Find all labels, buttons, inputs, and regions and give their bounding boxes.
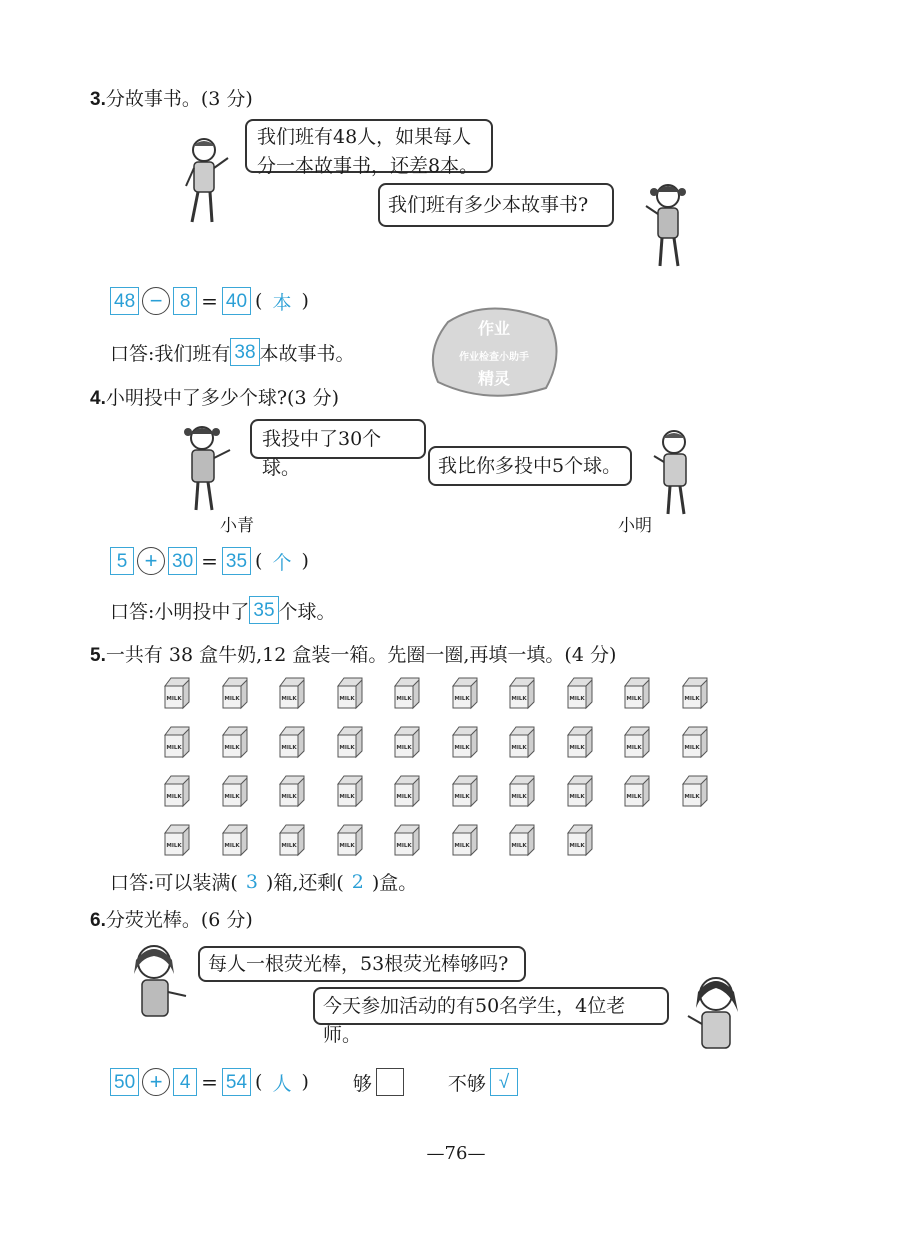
- milk-label: MILK: [281, 794, 297, 800]
- milk-label: MILK: [453, 696, 470, 702]
- milk-carton-icon: [507, 725, 537, 759]
- q3-title: 3.分故事书。(3 分): [90, 88, 253, 110]
- q6-equation: 50 + 4 = 54 ( 人 ) 够 不够 √: [110, 1068, 518, 1096]
- milk-label: MILK: [511, 745, 527, 751]
- q4-title: 4.小明投中了多少个球?(3 分): [90, 387, 339, 409]
- girl-figure-q6-right: [682, 972, 748, 1054]
- q5-answer-boxes[interactable]: 3: [245, 870, 258, 893]
- milk-carton-icon: [680, 676, 710, 710]
- q4-answer-value[interactable]: 35: [249, 596, 278, 624]
- stamp-line1: 作业: [477, 319, 511, 338]
- q4-operator[interactable]: +: [137, 547, 165, 575]
- equals-sign: =: [201, 289, 218, 313]
- milk-label: MILK: [453, 794, 470, 800]
- milk-carton-icon: [565, 823, 595, 857]
- q4-equation: 5 + 30 = 35 ( 个 ): [110, 547, 313, 575]
- milk-carton-icon: [450, 774, 480, 808]
- q3-result[interactable]: 40: [222, 287, 251, 315]
- milk-carton-icon: [162, 676, 192, 710]
- milk-carton-icon: [277, 725, 307, 759]
- milk-label: MILK: [568, 745, 585, 751]
- girl-figure-q4: [178, 422, 234, 516]
- milk-label: MILK: [511, 843, 527, 849]
- milk-label: MILK: [281, 843, 297, 849]
- milk-label: MILK: [683, 794, 700, 800]
- milk-carton-icon: [277, 774, 307, 808]
- milk-carton-icon: [622, 725, 652, 759]
- speech-bubble-right-q6: 今天参加活动的有50名学生，4位老师。: [313, 987, 669, 1025]
- milk-carton-icon: [565, 774, 595, 808]
- q3-operand-b[interactable]: 8: [173, 287, 197, 315]
- q4-result[interactable]: 35: [222, 547, 251, 575]
- milk-label: MILK: [223, 696, 240, 702]
- milk-carton-icon: [335, 823, 365, 857]
- milk-label: MILK: [568, 843, 585, 849]
- milk-label: MILK: [223, 843, 240, 849]
- milk-carton-icon: [162, 725, 192, 759]
- milk-label: MILK: [626, 696, 642, 702]
- q6-operator[interactable]: +: [142, 1068, 170, 1096]
- milk-carton-icon: [680, 725, 710, 759]
- boy-figure-q3: [178, 136, 234, 228]
- girl-figure-q3: [640, 180, 692, 272]
- q6-result[interactable]: 54: [222, 1068, 251, 1096]
- milk-label: MILK: [453, 745, 470, 751]
- milk-carton-icon: [392, 676, 422, 710]
- milk-label: MILK: [626, 794, 642, 800]
- milk-label: MILK: [626, 745, 642, 751]
- not-enough-label: 不够: [447, 1072, 486, 1095]
- milk-carton-icon: [162, 823, 192, 857]
- milk-carton-icon: [392, 823, 422, 857]
- milk-carton-icon: [450, 676, 480, 710]
- milk-label: MILK: [396, 794, 412, 800]
- milk-label: MILK: [223, 745, 240, 751]
- milk-carton-icon: [450, 725, 480, 759]
- milk-carton-icon: [335, 725, 365, 759]
- milk-label: MILK: [396, 696, 412, 702]
- q3-unit[interactable]: 本: [272, 291, 292, 314]
- milk-carton-icon: [507, 774, 537, 808]
- q5-answer: 口答:可以装满( 3 )箱,还剩( 2 )盒。: [110, 870, 418, 894]
- milk-label: MILK: [396, 843, 412, 849]
- equals-sign: =: [201, 1070, 218, 1094]
- milk-label: MILK: [338, 843, 355, 849]
- q6-title: 6.分荧光棒。(6 分): [90, 909, 253, 931]
- milk-label: MILK: [511, 794, 527, 800]
- milk-carton-icon: [622, 676, 652, 710]
- milk-carton-icon: [565, 676, 595, 710]
- q5-answer-left[interactable]: 2: [351, 870, 364, 893]
- boy-figure-q4: [650, 426, 700, 520]
- stamp-line2: 作业检查小助手: [459, 352, 529, 363]
- milk-carton-icon: [277, 823, 307, 857]
- milk-label: MILK: [166, 843, 182, 849]
- milk-carton-icon: [162, 774, 192, 808]
- not-enough-checkbox[interactable]: √: [490, 1068, 518, 1096]
- enough-label: 够: [352, 1072, 372, 1095]
- name-label-xiaoqing: 小青: [220, 516, 254, 536]
- milk-carton-icon: [450, 823, 480, 857]
- speech-bubble-girl-q3: 我们班有多少本故事书?: [378, 183, 614, 227]
- milk-label: MILK: [453, 843, 470, 849]
- speech-bubble-boy-q3: 我们班有48人，如果每人分一本故事书，还差8本。: [245, 119, 493, 173]
- milk-label: MILK: [338, 745, 355, 751]
- page-number: —76—: [426, 1143, 486, 1164]
- q4-operand-b[interactable]: 30: [168, 547, 197, 575]
- milk-carton-icon: [277, 676, 307, 710]
- q3-equation: 48 − 8 = 40 ( 本 ): [110, 287, 313, 315]
- milk-carton-icon: [220, 676, 250, 710]
- q3-answer: 口答:我们班有 38 本故事书。: [110, 338, 355, 366]
- milk-label: MILK: [166, 745, 182, 751]
- milk-carton-icon: [392, 725, 422, 759]
- milk-carton-icon: [335, 676, 365, 710]
- q3-operator[interactable]: −: [142, 287, 170, 315]
- milk-label: MILK: [568, 696, 585, 702]
- milk-label: MILK: [511, 696, 527, 702]
- milk-label: MILK: [338, 696, 355, 702]
- milk-carton-icon: [565, 725, 595, 759]
- milk-carton-icon: [335, 774, 365, 808]
- stamp-line3: 精灵: [477, 369, 511, 388]
- milk-label: MILK: [166, 696, 182, 702]
- q5-title: 5.一共有 38 盒牛奶,12 盒装一箱。先圈一圈,再填一填。(4 分): [90, 644, 617, 666]
- q4-unit[interactable]: 个: [272, 551, 292, 574]
- enough-checkbox[interactable]: [376, 1068, 404, 1096]
- milk-label: MILK: [568, 794, 585, 800]
- milk-label: MILK: [166, 794, 182, 800]
- milk-carton-icon: [622, 774, 652, 808]
- speech-bubble-boy-q4: 我比你多投中5个球。: [428, 446, 632, 486]
- milk-carton-icon: [220, 725, 250, 759]
- milk-label: MILK: [683, 696, 700, 702]
- milk-carton-icon: [680, 774, 710, 808]
- q3-operand-a[interactable]: 48: [110, 287, 139, 315]
- milk-label: MILK: [281, 696, 297, 702]
- milk-carton-icon: [220, 823, 250, 857]
- milk-label: MILK: [223, 794, 240, 800]
- girl-figure-q6-left: [124, 940, 190, 1022]
- milk-carton-icon: [392, 774, 422, 808]
- milk-carton-icon: [220, 774, 250, 808]
- q4-answer: 口答:小明投中了 35 个球。: [110, 596, 336, 624]
- milk-label: MILK: [338, 794, 355, 800]
- milk-label: MILK: [396, 745, 412, 751]
- q3-answer-value[interactable]: 38: [230, 338, 259, 366]
- milk-label: MILK: [281, 745, 297, 751]
- q6-unit[interactable]: 人: [272, 1072, 292, 1095]
- speech-bubble-girl-q4: 我投中了30个球。: [250, 419, 426, 459]
- milk-label: MILK: [683, 745, 700, 751]
- speech-bubble-left-q6: 每人一根荧光棒，53根荧光棒够吗?: [198, 946, 526, 982]
- equals-sign: =: [201, 549, 218, 573]
- q4-operand-a[interactable]: 5: [110, 547, 134, 575]
- milk-carton-icon: [507, 676, 537, 710]
- milk-carton-icon: [507, 823, 537, 857]
- q6-operand-a[interactable]: 50: [110, 1068, 139, 1096]
- q6-operand-b[interactable]: 4: [173, 1068, 197, 1096]
- stamp-watermark: [428, 302, 562, 402]
- name-label-xiaoming: 小明: [618, 516, 652, 536]
